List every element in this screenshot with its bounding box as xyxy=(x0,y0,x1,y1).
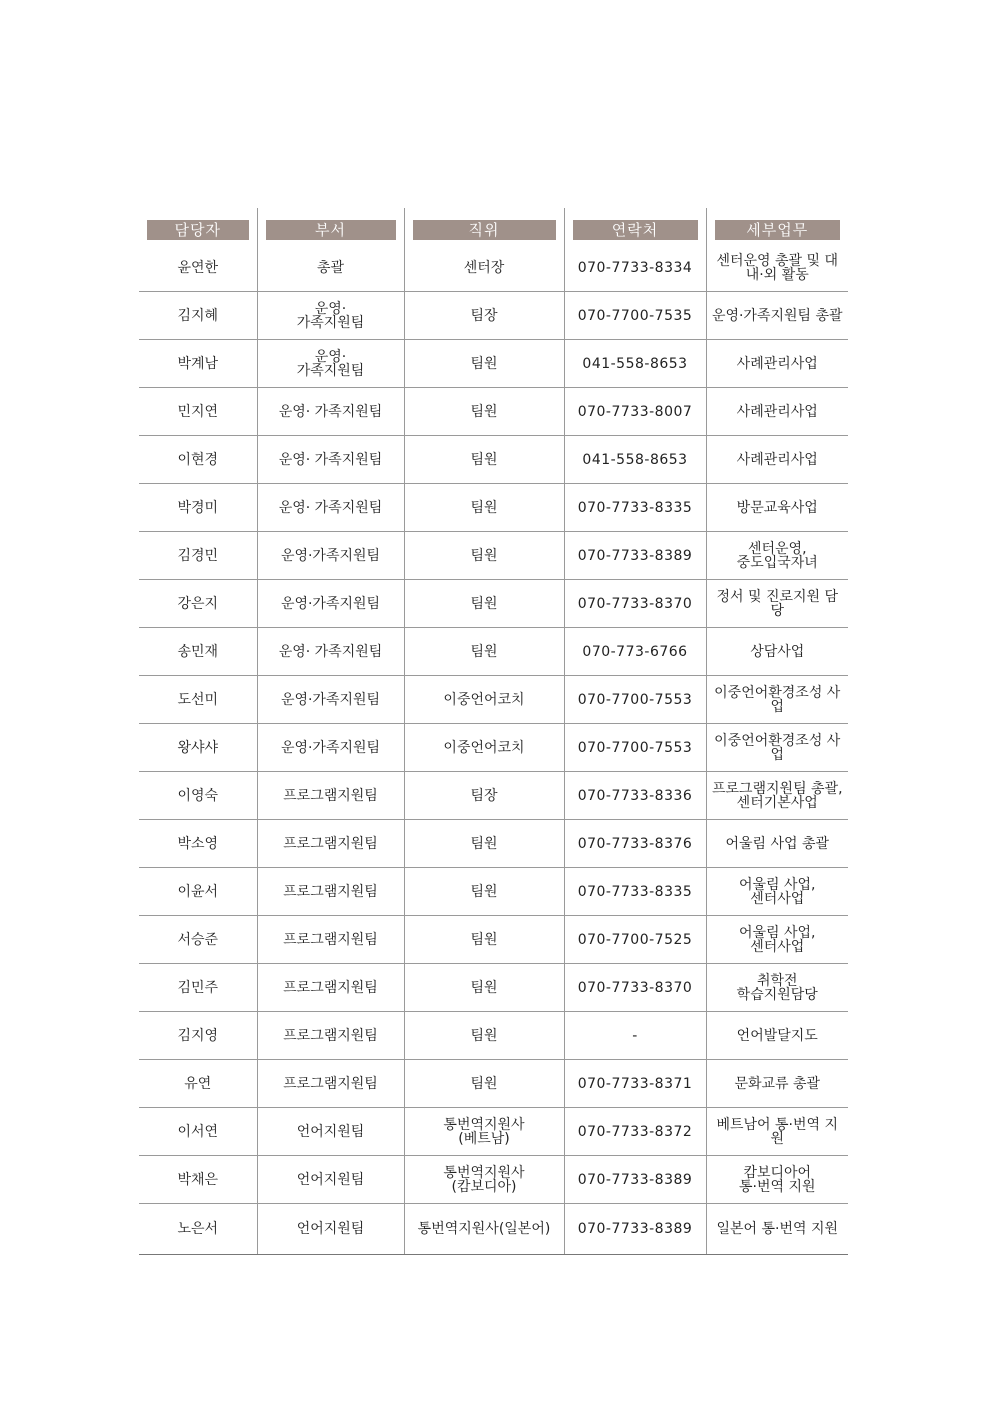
cell-dept: 언어지원팀 xyxy=(257,1156,404,1204)
table-row xyxy=(139,1060,848,1108)
header-cell-name xyxy=(139,208,257,244)
staff-table xyxy=(139,208,848,1255)
cell-name: 박계남 xyxy=(139,340,257,388)
cell-duty: 언어발달지도 xyxy=(706,1012,848,1060)
cell-phone: 070-7700-7553 xyxy=(564,724,706,772)
cell-phone: 070-7733-8389 xyxy=(564,1156,706,1204)
cell-name: 윤연한 xyxy=(139,244,257,292)
cell-position: 팀장 xyxy=(404,292,564,340)
cell-duty: 정서 및 진로지원 담당 xyxy=(706,580,848,628)
cell-name: 강은지 xyxy=(139,580,257,628)
cell-dept: 언어지원팀 xyxy=(257,1108,404,1156)
cell-phone: 070-7733-8370 xyxy=(564,580,706,628)
cell-position: 팀원 xyxy=(404,436,564,484)
table-row xyxy=(139,484,848,532)
cell-duty: 운영·가족지원팀 총괄 xyxy=(706,292,848,340)
cell-duty: 이중언어환경조성 사업 xyxy=(706,724,848,772)
cell-position: 팀원 xyxy=(404,964,564,1012)
cell-dept: 운영· 가족지원팀 xyxy=(257,340,404,388)
table-row xyxy=(139,964,848,1012)
cell-name: 왕샤샤 xyxy=(139,724,257,772)
cell-dept: 프로그램지원팀 xyxy=(257,1012,404,1060)
cell-dept: 프로그램지원팀 xyxy=(257,772,404,820)
cell-phone: 070-7733-8370 xyxy=(564,964,706,1012)
cell-position: 팀원 xyxy=(404,1060,564,1108)
cell-position: 센터장 xyxy=(404,244,564,292)
cell-duty: 프로그램지원팀 총괄, 센터기본사업 xyxy=(706,772,848,820)
cell-phone: 070-7733-8335 xyxy=(564,868,706,916)
cell-name: 도선미 xyxy=(139,676,257,724)
table-row xyxy=(139,724,848,772)
table-row xyxy=(139,532,848,580)
cell-duty: 방문교육사업 xyxy=(706,484,848,532)
cell-name: 김지영 xyxy=(139,1012,257,1060)
cell-position: 통번역지원사 (베트남) xyxy=(404,1108,564,1156)
cell-duty: 사례관리사업 xyxy=(706,436,848,484)
cell-duty: 취학전 학습지원담당 xyxy=(706,964,848,1012)
cell-phone: 070-7733-8007 xyxy=(564,388,706,436)
cell-position: 이중언어코치 xyxy=(404,724,564,772)
cell-dept: 프로그램지원팀 xyxy=(257,1060,404,1108)
cell-phone: 070-7700-7553 xyxy=(564,676,706,724)
cell-duty: 사례관리사업 xyxy=(706,340,848,388)
cell-phone: 070-7700-7535 xyxy=(564,292,706,340)
cell-dept: 운영· 가족지원팀 xyxy=(257,292,404,340)
table-row xyxy=(139,292,848,340)
cell-phone: 070-7733-8389 xyxy=(564,532,706,580)
cell-duty: 사례관리사업 xyxy=(706,388,848,436)
cell-dept: 프로그램지원팀 xyxy=(257,916,404,964)
cell-duty: 캄보디아어 통·번역 지원 xyxy=(706,1156,848,1204)
table-row xyxy=(139,868,848,916)
cell-position: 팀원 xyxy=(404,580,564,628)
cell-dept: 운영·가족지원팀 xyxy=(257,532,404,580)
cell-phone: 070-7733-8371 xyxy=(564,1060,706,1108)
header-label-duty: 세부업무 xyxy=(715,220,841,240)
cell-duty: 어울림 사업 총괄 xyxy=(706,820,848,868)
table-row xyxy=(139,388,848,436)
cell-name: 송민재 xyxy=(139,628,257,676)
cell-phone: 070-7700-7525 xyxy=(564,916,706,964)
table-row xyxy=(139,916,848,964)
cell-duty: 어울림 사업, 센터사업 xyxy=(706,916,848,964)
header-cell-duty xyxy=(706,208,848,244)
cell-name: 이영숙 xyxy=(139,772,257,820)
header-label-position: 직위 xyxy=(413,220,556,240)
table-body xyxy=(139,244,848,1255)
table-header xyxy=(139,208,848,244)
cell-duty: 문화교류 총괄 xyxy=(706,1060,848,1108)
cell-name: 박채은 xyxy=(139,1156,257,1204)
cell-phone: 070-7733-8334 xyxy=(564,244,706,292)
cell-duty: 센터운영 총괄 및 대내·외 활동 xyxy=(706,244,848,292)
cell-name: 노은서 xyxy=(139,1204,257,1255)
table-row xyxy=(139,340,848,388)
cell-dept: 언어지원팀 xyxy=(257,1204,404,1255)
table-row xyxy=(139,244,848,292)
cell-phone: 070-7733-8336 xyxy=(564,772,706,820)
cell-name: 이윤서 xyxy=(139,868,257,916)
cell-duty: 이중언어환경조성 사업 xyxy=(706,676,848,724)
table-row xyxy=(139,628,848,676)
table-row xyxy=(139,1108,848,1156)
header-row xyxy=(139,208,848,244)
header-cell-position xyxy=(404,208,564,244)
cell-name: 이현경 xyxy=(139,436,257,484)
header-label-name: 담당자 xyxy=(147,220,249,240)
cell-position: 팀원 xyxy=(404,868,564,916)
cell-position: 통번역지원사(일본어) xyxy=(404,1204,564,1255)
cell-phone: 041-558-8653 xyxy=(564,436,706,484)
cell-dept: 운영·가족지원팀 xyxy=(257,580,404,628)
cell-dept: 프로그램지원팀 xyxy=(257,868,404,916)
cell-phone: 070-773-6766 xyxy=(564,628,706,676)
cell-phone: 070-7733-8376 xyxy=(564,820,706,868)
cell-name: 유연 xyxy=(139,1060,257,1108)
cell-phone: - xyxy=(564,1012,706,1060)
table-row xyxy=(139,1012,848,1060)
table-row xyxy=(139,580,848,628)
table-row xyxy=(139,436,848,484)
cell-name: 김지혜 xyxy=(139,292,257,340)
cell-duty: 어울림 사업, 센터사업 xyxy=(706,868,848,916)
cell-position: 팀원 xyxy=(404,388,564,436)
cell-duty: 상담사업 xyxy=(706,628,848,676)
header-cell-dept xyxy=(257,208,404,244)
table-row xyxy=(139,676,848,724)
cell-dept: 운영· 가족지원팀 xyxy=(257,436,404,484)
cell-phone: 070-7733-8335 xyxy=(564,484,706,532)
table-row xyxy=(139,1156,848,1204)
cell-dept: 운영· 가족지원팀 xyxy=(257,388,404,436)
cell-position: 팀원 xyxy=(404,628,564,676)
cell-phone: 070-7733-8372 xyxy=(564,1108,706,1156)
cell-dept: 총괄 xyxy=(257,244,404,292)
header-label-dept: 부서 xyxy=(266,220,396,240)
cell-dept: 운영· 가족지원팀 xyxy=(257,484,404,532)
cell-position: 팀원 xyxy=(404,532,564,580)
cell-duty: 센터운영, 중도입국자녀 xyxy=(706,532,848,580)
cell-dept: 프로그램지원팀 xyxy=(257,820,404,868)
cell-name: 서승준 xyxy=(139,916,257,964)
header-label-phone: 연락처 xyxy=(573,220,698,240)
cell-name: 박경미 xyxy=(139,484,257,532)
table-row xyxy=(139,1204,848,1255)
cell-position: 팀원 xyxy=(404,340,564,388)
cell-dept: 프로그램지원팀 xyxy=(257,964,404,1012)
cell-position: 팀원 xyxy=(404,484,564,532)
cell-position: 팀장 xyxy=(404,772,564,820)
cell-position: 팀원 xyxy=(404,1012,564,1060)
cell-position: 팀원 xyxy=(404,820,564,868)
cell-name: 박소영 xyxy=(139,820,257,868)
cell-duty: 일본어 통·번역 지원 xyxy=(706,1204,848,1255)
cell-position: 이중언어코치 xyxy=(404,676,564,724)
cell-name: 김민주 xyxy=(139,964,257,1012)
table-row xyxy=(139,772,848,820)
cell-name: 김경민 xyxy=(139,532,257,580)
table-row xyxy=(139,820,848,868)
cell-name: 민지연 xyxy=(139,388,257,436)
cell-position: 통번역지원사 (캄보디아) xyxy=(404,1156,564,1204)
cell-name: 이서연 xyxy=(139,1108,257,1156)
cell-position: 팀원 xyxy=(404,916,564,964)
header-cell-phone xyxy=(564,208,706,244)
cell-dept: 운영· 가족지원팀 xyxy=(257,628,404,676)
cell-duty: 베트남어 통·번역 지원 xyxy=(706,1108,848,1156)
cell-dept: 운영·가족지원팀 xyxy=(257,724,404,772)
cell-phone: 070-7733-8389 xyxy=(564,1204,706,1255)
cell-dept: 운영·가족지원팀 xyxy=(257,676,404,724)
cell-phone: 041-558-8653 xyxy=(564,340,706,388)
